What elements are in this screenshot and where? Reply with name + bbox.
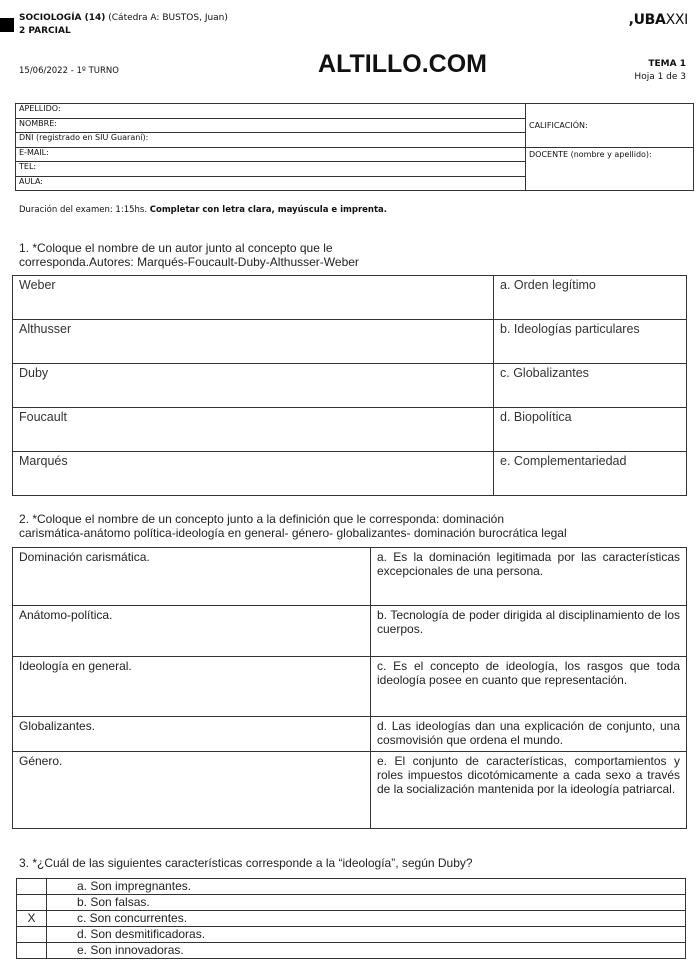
option-mark[interactable] [17,943,47,959]
question-2-line-2: carismática-anátomo política-ideología en general- género- globalizantes- dominación burocrática legal [19,526,567,540]
table-row [13,320,687,364]
question-1-line-2: corresponda.Autores: Marqués-Foucault-Duby-Althusser-Weber [19,255,359,269]
author-cell[interactable]: Marqués [13,452,494,496]
option-text: a. Son impregnantes. [47,879,686,895]
table-row [13,276,687,320]
option-mark[interactable]: X [17,911,47,927]
exam-header [19,12,228,38]
chair-label: (Cátedra A: BUSTOS, Juan) [108,13,228,23]
table-row [13,452,687,496]
definition-cell: c. Es el concepto de ideología, los rasgos que toda ideología posee en cuanto que representación. [371,657,687,717]
option-row[interactable] [17,879,686,895]
calificacion-field[interactable]: CALIFICACIÓN: [526,104,694,148]
concept-cell: b. Ideologías particulares [494,320,687,364]
question-2 [19,512,567,540]
concept-cell: e. Complementariedad [494,452,687,496]
author-cell[interactable]: Foucault [13,408,494,452]
table-row [13,364,687,408]
tel-field[interactable]: TEL: [16,162,526,177]
table-row [13,717,687,752]
question-2-table [12,547,687,829]
dni-field[interactable]: DNI (registrado en SIU Guaraní): [16,133,526,148]
exam-date: 15/06/2022 - 1º TURNO [19,66,119,76]
registration-mark [0,18,14,32]
question-1 [19,241,359,269]
uba-xxi-logo: ,UBAXXI [628,12,688,28]
duration-text: Duración del examen: 1:15hs. [19,205,148,215]
definition-cell: a. Es la dominación legitimada por las características excepcionales de una persona. [371,548,687,606]
option-text: c. Son concurrentes. [47,911,686,927]
option-text: b. Son falsas. [47,895,686,911]
author-cell[interactable]: Althusser [13,320,494,364]
definition-cell: d. Las ideologías dan una explicación de conjunto, una cosmovisión que ordena el mundo. [371,717,687,752]
concept-answer-cell[interactable]: Anátomo-política. [13,606,371,657]
option-text: e. Son innovadoras. [47,943,686,959]
tema-block [634,58,686,84]
concept-cell: c. Globalizantes [494,364,687,408]
concept-answer-cell[interactable]: Ideología en general. [13,657,371,717]
table-row [13,606,687,657]
subject-title: SOCIOLOGÍA (14) [19,13,106,23]
site-watermark: ALTILLO.COM [318,50,487,78]
question-1-table [12,275,687,496]
concept-answer-cell[interactable]: Género. [13,752,371,829]
option-row[interactable] [17,895,686,911]
question-2-line-1: 2. *Coloque el nombre de un concepto junto a la definición que le corresponda: dominación [19,512,504,526]
table-row [13,408,687,452]
author-cell[interactable]: Duby [13,364,494,408]
option-text: d. Son desmitificadoras. [47,927,686,943]
option-row[interactable] [17,927,686,943]
exam-label: 2 PARCIAL [19,26,71,36]
concept-cell: d. Biopolítica [494,408,687,452]
page-count: Hoja 1 de 3 [634,72,686,82]
tema-label: TEMA 1 [648,59,686,69]
email-field[interactable]: E-MAIL: [16,147,526,162]
definition-cell: b. Tecnología de poder dirigida al disciplinamiento de los cuerpos. [371,606,687,657]
table-row [13,657,687,717]
nombre-field[interactable]: NOMBRE: [16,118,526,133]
option-mark[interactable] [17,879,47,895]
table-row [13,548,687,606]
table-row [13,752,687,829]
exam-instructions [19,205,387,215]
author-cell[interactable]: Weber [13,276,494,320]
definition-cell: e. El conjunto de características, comportamientos y roles impuestos dicotómicamente a cada sexo a través de la socialización mantenida por la ideología patriarcal. [371,752,687,829]
apellido-field[interactable]: APELLIDO: [16,104,526,119]
concept-answer-cell[interactable]: Dominación carismática. [13,548,371,606]
question-3-table [16,878,686,959]
student-info-table [15,103,694,191]
option-row[interactable] [17,911,686,927]
docente-field[interactable]: DOCENTE (nombre y apellido): [526,147,694,191]
aula-field[interactable]: AULA: [16,176,526,191]
option-row[interactable] [17,943,686,959]
writing-note: Completar con letra clara, mayúscula e imprenta. [149,205,388,215]
concept-cell: a. Orden legítimo [494,276,687,320]
option-mark[interactable] [17,927,47,943]
concept-answer-cell[interactable]: Globalizantes. [13,717,371,752]
question-1-line-1: 1. *Coloque el nombre de un autor junto al concepto que le [19,241,333,255]
option-mark[interactable] [17,895,47,911]
question-3: 3. *¿Cuál de las siguientes características corresponde a la “ideología”, según Duby? [19,856,473,870]
